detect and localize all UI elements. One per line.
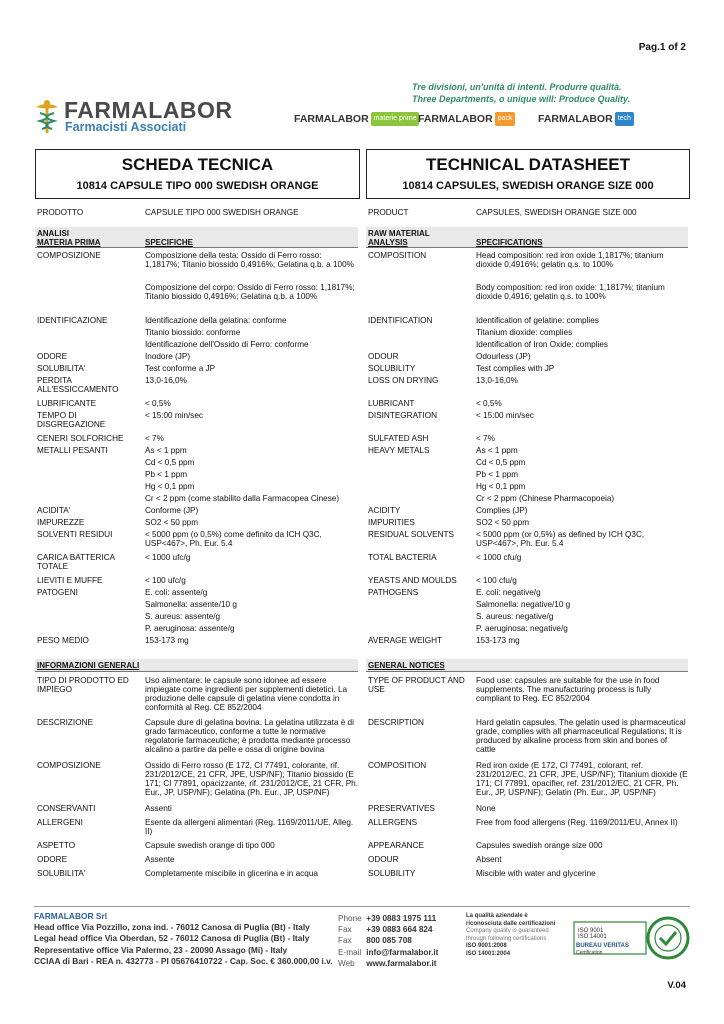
- lub-en: < 0,5%: [476, 399, 502, 408]
- division-logo-pack: [418, 112, 515, 134]
- comp-head-it: Composizione della testa: Ossido di Ferro rosso: 1,1817%; Titanio biossido 0,4916%; Gelatina q.b. a 100%: [145, 251, 354, 269]
- comp-body-en: Body composition: red iron oxide: 1,1817%; titanium dioxide 0,4916; gelatin q.s. to 100%: [476, 283, 665, 301]
- pat-it-3: S. aureus: assente/g: [145, 612, 221, 621]
- w-en: 153-173 mg: [476, 636, 520, 645]
- spec-label-en: SPECIFICATIONS: [476, 238, 543, 247]
- dis-label-it: TEMPO DI DISGREGAZIONE: [37, 411, 106, 429]
- odour-it: Inodore (JP): [145, 352, 191, 361]
- imp-it: SO2 < 50 ppm: [145, 518, 199, 527]
- gsol-en: Miscible with water and glycerine: [476, 869, 596, 878]
- pat-label-it: PATOGENI: [37, 588, 78, 597]
- hm-it-2: Cd < 0,5 ppm: [145, 458, 195, 467]
- footer-address: [34, 911, 334, 967]
- pat-it-2: Salmonella: assente/10 g: [145, 600, 237, 609]
- division-badge: pack: [495, 112, 516, 126]
- pres-en: None: [476, 804, 496, 813]
- footer-line: CCIAA di Bari - REA n. 432773 - PI 05676410722 - Cap. Soc. € 360.000,00 i.v.: [34, 955, 333, 966]
- w-label-it: PESO MEDIO: [37, 636, 89, 645]
- caduceus-icon: [34, 99, 60, 135]
- division-logo-tech: [538, 112, 634, 134]
- company-sub: Farmacisti Associati: [65, 120, 187, 134]
- footer-line: Legal head office Via Oberdan, 52 - 76012 Canosa di Puglia (Bt) - Italy: [34, 933, 310, 944]
- gcomp-label-it: COMPOSIZIONE: [37, 761, 101, 770]
- desc-en: Hard gelatin capsules. The gelatin used is pharmaceutical grade, complies with all pharmaceutical Regulations; It is produced by alkaline process from skin and bones of cattle: [476, 718, 686, 754]
- hm-it-1: As < 1 ppm: [145, 446, 187, 455]
- gcomp-label-en: COMPOSITION: [368, 761, 427, 770]
- app-en: Capsules swedish orange size 000: [476, 841, 603, 850]
- desc-it: Capsule dure di gelatina bovina. La gelatina utilizzata è di grado farmaceutico, conforme a tutte le normative regolatorie farmaceutiche; è prodotta mediante processo alcalino a partire da pelle e ossa di origine bovina: [145, 718, 354, 754]
- ash-label-it: CENERI SOLFORICHE: [37, 434, 124, 443]
- hm-en-1: As < 1 ppm: [476, 446, 518, 455]
- ash-label-en: SULFATED ASH: [368, 434, 429, 443]
- svg-text:ISO 14001: ISO 14001: [578, 934, 607, 940]
- product-value-en: CAPSULES, SWEDISH ORANGE SIZE 000: [476, 208, 637, 217]
- company-name: FARMALABOR: [64, 97, 233, 123]
- pat-label-en: PATHOGENS: [368, 588, 419, 597]
- rs-label-en: RESIDUAL SOLVENTS: [368, 530, 454, 539]
- use-it: Uso alimentare: le capsule sono idonee ad essere impiegate come ingredienti per supplementi dietetici. La produzione delle capsule di gelatina viene condotta in conformità al Reg. CE 852/2004: [145, 676, 348, 712]
- pat-en-2: Salmonella: negative/10 g: [476, 600, 571, 609]
- title-box-en: [366, 149, 690, 199]
- subtitle-it: 10814 CAPSULE TIPO 000 SWEDISH ORANGE: [76, 180, 319, 192]
- use-label-en: TYPE OF PRODUCT AND USE: [368, 676, 465, 694]
- analysis-label-en: RAW MATERIAL ANALYSIS: [368, 229, 430, 247]
- hm-en-5: Cr < 2 ppm (Chinese Pharmacopoeia): [476, 494, 615, 503]
- hm-it-3: Pb < 1 ppm: [145, 470, 188, 479]
- divider: [35, 671, 358, 672]
- comp-label-en: COMPOSITION: [368, 251, 427, 260]
- all-en: Free from food allergens (Reg. 1169/2011/EU, Annex II): [476, 818, 678, 827]
- pat-it-1: E. coli: assente/g: [145, 588, 208, 597]
- acid-en: Complies (JP): [476, 506, 528, 515]
- sol-it: Test conforme a JP: [145, 364, 216, 373]
- acid-label-it: ACIDITA': [37, 506, 71, 515]
- ident-en-1: Identification of gelatine: complies: [476, 316, 599, 325]
- od-it: Assente: [145, 855, 175, 864]
- app-it: Capsule swedish orange di tipo 000: [145, 841, 275, 850]
- footer-contacts: Phone +39 0883 1975 111 Fax +39 0883 664 824 Fax 800 085 708 E-mail info@farmalabor.it Web www.farmalabor.it: [338, 914, 439, 968]
- pat-it-4: P. aeruginosa: assente/g: [145, 624, 235, 633]
- svg-text:ISO 9001: ISO 9001: [578, 928, 604, 934]
- ident-it-3: Identificazione dell'Ossido di Ferro: conforme: [145, 340, 309, 349]
- lod-en: 13,0-16,0%: [476, 376, 518, 385]
- ident-label-en: IDENTIFICATION: [368, 316, 433, 325]
- ym-en: < 100 cfu/g: [476, 576, 517, 585]
- spec-label-it: SPECIFICHE: [145, 238, 194, 247]
- ym-it: < 100 ufc/g: [145, 576, 186, 585]
- pres-label-en: PRESERVATIVES: [368, 804, 435, 813]
- division-badge: tech: [615, 112, 634, 126]
- title-en: TECHNICAL DATASHEET: [426, 155, 630, 174]
- footer-divider: [34, 906, 690, 907]
- ash-en: < 7%: [476, 434, 495, 443]
- tb-it: < 1000 ufc/g: [145, 553, 191, 562]
- hm-label-it: METALLI PESANTI: [37, 446, 108, 455]
- ident-en-3: Identification of Iron Oxide: complies: [476, 340, 608, 349]
- footer-line: Head office Via Pozzillo, zona ind. - 76012 Canosa di Puglia (Bt) - Italy: [34, 922, 310, 933]
- subtitle-en: 10814 CAPSULES, SWEDISH ORANGE SIZE 000: [402, 180, 654, 192]
- division-name: FARMALABOR: [538, 112, 613, 125]
- desc-label-en: DESCRIPTION: [368, 718, 424, 727]
- cert-sub: Certification: [576, 950, 603, 956]
- divider: [35, 247, 358, 248]
- sol-en: Test complies with JP: [476, 364, 555, 373]
- od-label-it: ODORE: [37, 855, 68, 864]
- cert-name: BUREAU VERITAS: [576, 943, 629, 949]
- lod-it: 13,0-16,0%: [145, 376, 187, 385]
- od-en: Absent: [476, 855, 502, 864]
- pat-en-3: S. aureus: negative/g: [476, 612, 554, 621]
- tagline-en: Three Departments, o unique will: Produce Quality.: [412, 94, 631, 104]
- product-value-it: CAPSULE TIPO 000 SWEDISH ORANGE: [145, 208, 299, 217]
- tb-en: < 1000 cfu/g: [476, 553, 522, 562]
- general-header-en: GENERAL NOTICES: [368, 661, 445, 670]
- ym-label-en: YEASTS AND MOULDS: [368, 576, 457, 585]
- product-label-en: PRODUCT: [368, 208, 409, 217]
- version-label: V.04: [667, 980, 686, 991]
- lub-label-it: LUBRIFICANTE: [37, 399, 97, 408]
- ash-it: < 7%: [145, 434, 164, 443]
- tagline: [412, 81, 652, 105]
- tb-label-en: TOTAL BACTERIA: [368, 553, 437, 562]
- sol-label-it: SOLUBILITA': [37, 364, 86, 373]
- odour-label-it: ODORE: [37, 352, 68, 361]
- certification-logo: [572, 916, 690, 966]
- footer-line: Representative office Via Palermo, 23 - 20090 Assago (Mi) - Italy: [34, 944, 288, 955]
- hm-label-en: HEAVY METALS: [368, 446, 430, 455]
- rs-label-it: SOLVENTI RESIDUI: [37, 530, 113, 539]
- imp-label-it: IMPUREZZE: [37, 518, 85, 527]
- rs-it: < 5000 ppm (o 0,5%) come definito da ICH Q3C, USP<467>, Ph. Eur. 5.4: [145, 530, 322, 548]
- lod-label-it: PERDITA ALL'ESSICCAMENTO: [37, 376, 119, 394]
- divider: [366, 671, 688, 672]
- ident-it-2: Titanio biossido: conforme: [145, 328, 241, 337]
- gcomp-en: Red iron oxide (E 172, CI 77491, colorant, ref. 231/2012/EC, 21 CFR, JPE, USP/NF); Titanium dioxide (E 171; CI 77891, opacifier, ref. 231/2012/EC, 21 CFR, Ph. Eur., JP, USP/NF); Gelatin (Ph. Eur., JP, USP/NF): [476, 761, 688, 797]
- comp-label-it: COMPOSIZIONE: [37, 251, 101, 260]
- analysis-label-it: ANALISI MATERIA PRIMA: [37, 229, 101, 247]
- gsol-it: Completamente miscibile in glicerina e in acqua: [145, 869, 318, 878]
- ident-it-1: Identificazione della gelatina: conforme: [145, 316, 287, 325]
- comp-head-en: Head composition: red iron oxide 1,1817%; titanium dioxide 0,4916%; gelatin q.s. to 100%: [476, 251, 664, 269]
- desc-label-it: DESCRIZIONE: [37, 718, 93, 727]
- division-logo-materie: [294, 112, 419, 134]
- division-name: FARMALABOR: [294, 112, 369, 125]
- ym-label-it: LIEVITI E MUFFE: [37, 576, 103, 585]
- hm-en-4: Hg < 0,1 ppm: [476, 482, 526, 491]
- company-logo: [34, 97, 233, 137]
- footer-quality: La qualità aziendale è riconosciuta dalle certificazioni Company quality is guaranteed through following certifications ISO 9001:2008 ISO 14001:2004: [466, 913, 556, 957]
- dis-it: < 15:00 min/sec: [145, 411, 204, 420]
- pres-label-it: CONSERVANTI: [37, 804, 96, 813]
- footer-company: FARMALABOR Srl: [34, 911, 108, 921]
- dis-en: < 15:00 min/sec: [476, 411, 535, 420]
- use-en: Food use: capsules are suitable for the use in food supplements. The manufacturing process is fully compliant to Reg. EC 852/2004: [476, 676, 660, 703]
- w-it: 153-173 mg: [145, 636, 189, 645]
- pat-en-4: P. aeruginosa: negative/g: [476, 624, 568, 633]
- pat-en-1: E. coli: negative/g: [476, 588, 541, 597]
- dis-label-en: DISINTEGRATION: [368, 411, 437, 420]
- imp-label-en: IMPURITIES: [368, 518, 415, 527]
- odour-en: Odourless (JP): [476, 352, 531, 361]
- page-number: Pag.1 of 2: [638, 42, 686, 53]
- od-label-en: ODOUR: [368, 855, 399, 864]
- division-name: FARMALABOR: [418, 112, 493, 125]
- odour-label-en: ODOUR: [368, 352, 399, 361]
- acid-label-en: ACIDITY: [368, 506, 401, 515]
- ident-label-it: IDENTIFICAZIONE: [37, 316, 108, 325]
- gsol-label-it: SOLUBILITA': [37, 869, 86, 878]
- hm-en-2: Cd < 0,5 ppm: [476, 458, 526, 467]
- gsol-label-en: SOLUBILITY: [368, 869, 416, 878]
- divider: [366, 247, 688, 248]
- lod-label-en: LOSS ON DRYING: [368, 376, 439, 385]
- general-header-it: INFORMAZIONI GENERALI: [37, 661, 140, 670]
- comp-body-it: Composizione del corpo: Ossido di Ferro rosso: 1,1817%; Titanio biossido 0,4916%; Gelatina q.b. a 100%: [145, 283, 355, 301]
- tagline-it: Tre divisioni, un'unità di intenti. Produrre qualità.: [412, 82, 622, 92]
- w-label-en: AVERAGE WEIGHT: [368, 636, 442, 645]
- division-badge: materie prime: [371, 112, 420, 126]
- product-label-it: PRODOTTO: [37, 208, 84, 217]
- sol-label-en: SOLUBILITY: [368, 364, 416, 373]
- rs-en: < 5000 ppm (or 0,5%) as defined by ICH Q3C, USP<467>, Ph. Eur. 5.4: [476, 530, 645, 548]
- app-label-it: ASPETTO: [37, 841, 76, 850]
- bureau-veritas-icon: [572, 916, 690, 966]
- imp-en: SO2 < 50 ppm: [476, 518, 530, 527]
- app-label-en: APPEARANCE: [368, 841, 424, 850]
- lub-it: < 0,5%: [145, 399, 171, 408]
- pres-it: Assenti: [145, 804, 172, 813]
- ident-en-2: Titanium dioxide: complies: [476, 328, 573, 337]
- hm-en-3: Pb < 1 ppm: [476, 470, 519, 479]
- hm-it-5: Cr < 2 ppm (come stabilito dalla Farmacopea Cinese): [145, 494, 340, 503]
- lub-label-en: LUBRICANT: [368, 399, 415, 408]
- acid-it: Conforme (JP): [145, 506, 199, 515]
- all-label-en: ALLERGENS: [368, 818, 418, 827]
- hm-it-4: Hg < 0,1 ppm: [145, 482, 195, 491]
- all-it: Esente da allergeni alimentari (Reg. 1169/2011/UE, Alleg. II): [145, 818, 354, 836]
- use-label-it: TIPO DI PRODOTTO ED IMPIEGO: [37, 676, 129, 694]
- title-box-it: [35, 149, 360, 199]
- gcomp-it: Ossido di Ferro rosso (E 172, CI 77491, colorante, rif. 231/2012/CE, 21 CFR, JPE, USP/NF); Titanio biossido (E 171; CI 77891, opacizzante, rif. 231/2012/CE, 21 CFR, Ph. Eur., JP, USP/NF); Gelatina (Ph. Eur., JP, USP/NF): [145, 761, 358, 797]
- all-label-it: ALLERGENI: [37, 818, 83, 827]
- title-it: SCHEDA TECNICA: [121, 155, 274, 174]
- tb-label-it: CARICA BATTERICA TOTALE: [37, 553, 116, 571]
